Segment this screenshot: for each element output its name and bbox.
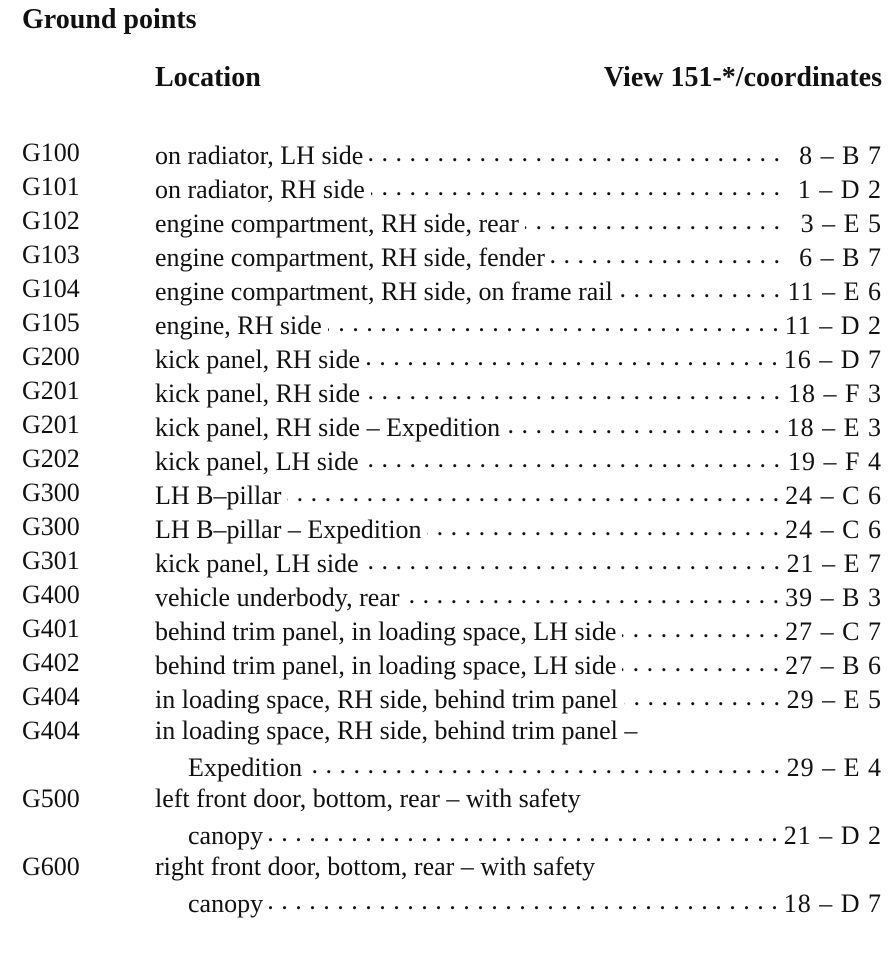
location-text-continued: Expedition [188,753,308,783]
view-reference: 8 – B 7 [799,141,882,170]
view-reference: 29 – E 5 [786,685,882,714]
location-text: left front door, bottom, rear – with safety [155,784,587,814]
ground-point-code: G200 [22,342,80,371]
ground-point-row [0,308,892,342]
ground-point-row [0,342,892,376]
ground-point-code: G500 [22,784,80,813]
dot-leader [287,478,779,504]
view-reference: 11 – D 2 [784,311,882,340]
ground-point-row [0,614,892,648]
dot-leader [365,546,780,572]
ground-point-code: G105 [22,308,80,337]
ground-point-code: G600 [22,852,80,881]
ground-point-row [0,580,892,614]
location-text: kick panel, RH side – Expedition [155,413,506,443]
ground-point-code: G404 [22,682,80,711]
view-reference: 19 – F 4 [788,447,882,476]
ground-point-code: G100 [22,138,80,167]
location-text: LH B–pillar – Expedition [155,515,427,545]
ground-point-code: G201 [22,376,80,405]
dot-leader [624,682,780,708]
location-text: right front door, bottom, rear – with safety [155,852,601,882]
ground-point-code: G101 [22,172,80,201]
location-text: behind trim panel, in loading space, LH side [155,617,622,647]
view-reference: 6 – B 7 [799,243,882,272]
view-reference: 3 – E 5 [800,209,882,238]
location-text: kick panel, RH side [155,345,366,375]
location-header: Location [155,62,261,93]
dot-leader [365,444,780,470]
ground-point-row [0,682,892,716]
dot-leader [405,580,779,606]
ground-point-row [0,852,892,920]
dot-leader [427,512,779,538]
dot-leader [622,614,779,640]
ground-point-row [0,444,892,478]
view-reference: 1 – D 2 [797,175,882,204]
ground-point-row [0,546,892,580]
view-reference: 21 – D 2 [783,821,882,850]
ground-point-row [0,274,892,308]
dot-leader [551,240,780,266]
ground-point-row [0,172,892,206]
view-reference: 18 – D 7 [783,889,882,918]
location-text: kick panel, LH side [155,447,365,477]
ground-points-list [0,138,892,920]
location-text: in loading space, RH side, behind trim panel – [155,716,643,746]
ground-point-row [0,240,892,274]
ground-point-code: G402 [22,648,80,677]
ground-point-code: G102 [22,206,80,235]
dot-leader [328,308,779,334]
location-text: behind trim panel, in loading space, LH side [155,651,622,681]
view-reference: 18 – E 3 [786,413,882,442]
ground-point-row [0,376,892,410]
ground-point-code: G404 [22,716,80,745]
ground-point-code: G103 [22,240,80,269]
location-text-continued: canopy [188,889,269,919]
location-text: on radiator, LH side [155,141,369,171]
ground-point-code: G104 [22,274,80,303]
view-reference: 27 – B 6 [785,651,882,680]
dot-leader [506,410,780,436]
dot-leader [369,138,780,164]
dot-leader [269,886,778,912]
ground-point-code: G400 [22,580,80,609]
dot-leader [366,342,778,368]
dot-leader [269,818,778,844]
view-reference: 29 – E 4 [786,753,882,782]
ground-point-code: G301 [22,546,80,575]
dot-leader [622,648,779,674]
view-reference: 18 – F 3 [788,379,882,408]
location-text: kick panel, LH side [155,549,365,579]
view-reference: 24 – C 6 [785,481,882,510]
location-text: on radiator, RH side [155,175,371,205]
location-text: engine compartment, RH side, rear [155,209,525,239]
ground-point-row [0,138,892,172]
view-reference: 39 – B 3 [785,583,882,612]
view-reference: 27 – C 7 [785,617,882,646]
location-text: kick panel, RH side [155,379,366,409]
location-text: LH B–pillar [155,481,287,511]
ground-point-code: G201 [22,410,80,439]
location-text: vehicle underbody, rear [155,583,405,613]
view-reference: 16 – D 7 [783,345,882,374]
ground-point-code: G300 [22,512,80,541]
location-text: engine, RH side [155,311,328,341]
location-text: engine compartment, RH side, on frame rail [155,277,619,307]
dot-leader [619,274,780,300]
ground-point-row [0,784,892,852]
view-reference: 21 – E 7 [786,549,882,578]
ground-point-row [0,512,892,546]
location-text: engine compartment, RH side, fender [155,243,551,273]
view-reference: 24 – C 6 [785,515,882,544]
page-title: Ground points [22,4,197,35]
ground-point-row [0,206,892,240]
dot-leader [525,206,780,232]
view-coordinates-header: View 151-*/coordinates [603,62,882,93]
dot-leader [308,750,780,776]
ground-point-code: G300 [22,478,80,507]
ground-point-row [0,716,892,784]
dot-leader [366,376,780,402]
ground-point-row [0,410,892,444]
view-reference: 11 – E 6 [787,277,882,306]
dot-leader [371,172,780,198]
ground-point-code: G202 [22,444,80,473]
location-text: in loading space, RH side, behind trim panel [155,685,624,715]
location-text-continued: canopy [188,821,269,851]
ground-point-row [0,478,892,512]
ground-point-row [0,648,892,682]
ground-point-code: G401 [22,614,80,643]
